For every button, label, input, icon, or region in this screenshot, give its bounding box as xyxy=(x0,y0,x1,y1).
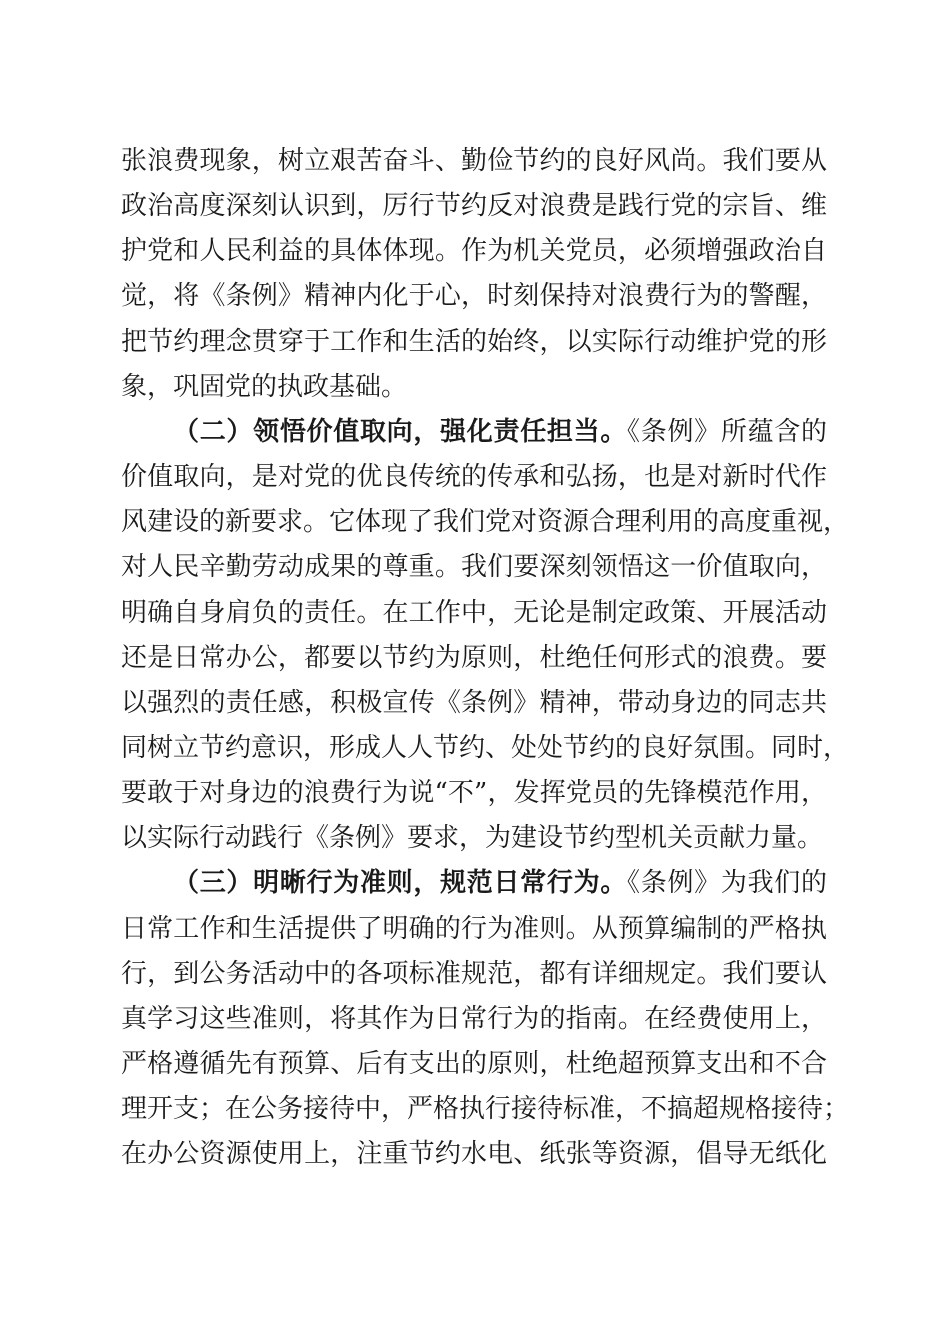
text-line: 行，到公务活动中的各项标准规范，都有详细规定。我们要认 xyxy=(121,959,827,989)
text-line: 觉，将《条例》精神内化于心，时刻保持对浪费行为的警醒， xyxy=(121,281,827,311)
text-line: 理开支；在公务接待中，严格执行接待标准，不搞超规格接待； xyxy=(121,1094,850,1124)
text-line: 把节约理念贯穿于工作和生活的始终，以实际行动维护党的形 xyxy=(121,327,827,357)
text-line: 以强烈的责任感，积极宣传《条例》精神，带动身边的同志共 xyxy=(121,688,827,718)
text-line: 要敢于对身边的浪费行为说“不”，发挥党员的先锋模范作用， xyxy=(121,778,827,808)
section-first-line xyxy=(173,417,827,447)
text-line: 日常工作和生活提供了明确的行为准则。从预算编制的严格执 xyxy=(121,914,827,944)
text-line: 严格遵循先有预算、后有支出的原则，杜绝超预算支出和不合 xyxy=(121,1049,827,1079)
section-first-line-text: 《条例》所蕴含的 xyxy=(627,417,827,447)
text-line: 护党和人民利益的具体体现。作为机关党员，必须增强政治自 xyxy=(121,236,827,266)
section-first-line-text: 《条例》为我们的 xyxy=(627,868,827,898)
section-heading: （二）领悟价值取向，强化责任担当。 xyxy=(173,417,628,447)
text-line: 象，巩固党的执政基础。 xyxy=(121,372,408,402)
text-line: 价值取向，是对党的优良传统的传承和弘扬，也是对新时代作 xyxy=(121,462,827,492)
text-line: 张浪费现象，树立艰苦奋斗、勤俭节约的良好风尚。我们要从 xyxy=(121,146,827,176)
text-line: 在办公资源使用上，注重节约水电、纸张等资源，倡导无纸化 xyxy=(121,1139,827,1169)
text-line: 还是日常办公，都要以节约为原则，杜绝任何形式的浪费。要 xyxy=(121,643,827,673)
text-line: 以实际行动践行《条例》要求，为建设节约型机关贡献力量。 xyxy=(121,823,824,853)
text-line: 真学习这些准则，将其作为日常行为的指南。在经费使用上， xyxy=(121,1004,827,1034)
text-line: 明确自身肩负的责任。在工作中，无论是制定政策、开展活动 xyxy=(121,598,827,628)
text-line: 政治高度深刻认识到，厉行节约反对浪费是践行党的宗旨、维 xyxy=(121,191,827,221)
text-line: 风建设的新要求。它体现了我们党对资源合理利用的高度重视， xyxy=(121,507,850,537)
section-first-line xyxy=(173,868,827,898)
text-line: 对人民辛勤劳动成果的尊重。我们要深刻领悟这一价值取向， xyxy=(121,552,827,582)
section-heading: （三）明晰行为准则，规范日常行为。 xyxy=(173,868,628,898)
text-line: 同树立节约意识，形成人人节约、处处节约的良好氛围。同时， xyxy=(121,733,850,763)
